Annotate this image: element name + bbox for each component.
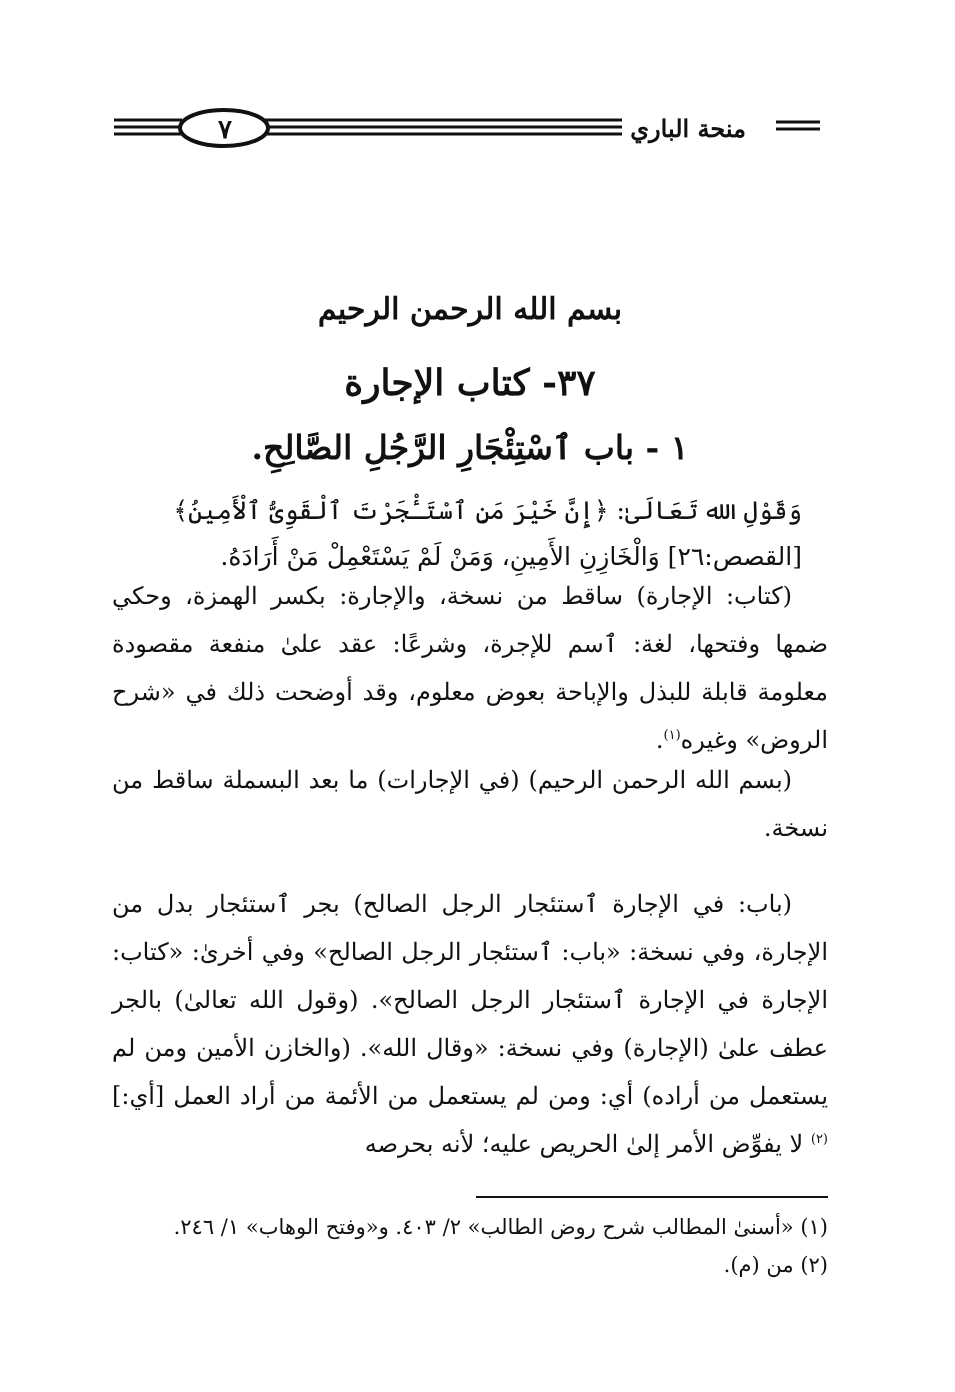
chapter-heading: ١ - باب ٱسْتِئْجَارِ الرَّجُلِ الصَّالِحِ. xyxy=(251,428,689,467)
commentary-text: لا يفوِّض الأمر إلىٰ الحريص عليه؛ لأنه بحرصه xyxy=(364,1130,811,1158)
commentary-text: (باب: في الإجارة ٱستئجار الرجل الصالح) بجر ٱستئجار بدل من الإجارة، وفي نسخة: «باب: ٱستئجار الرجل الصالح» وفي أخرىٰ: «كتاب: الإجارة في الإجارة ٱستئجار الرجل الصالح». (وقول الله تعالىٰ) بالجر عطف علىٰ (الإجارة) وفي نسخة: «وقال الله». (والخازن الأمين ومن لم يستعمل من أراده) أي: ومن لم يستعمل من الأئمة من أراد العمل [أي:] xyxy=(112,890,829,1110)
basmala: بسم الله الرحمن الرحيم xyxy=(317,292,623,327)
footnote-separator xyxy=(476,1196,828,1198)
footnote-ref: (٢) xyxy=(810,1132,828,1147)
hadith-text xyxy=(112,488,802,580)
footnote-2: (٢) من (م). xyxy=(723,1253,828,1277)
page-header xyxy=(112,100,828,160)
hadith-line-2: [القصص:٢٦] وَالْخَازِنِ الأَمِينِ، وَمَنْ لَمْ يَسْتَعْمِلْ مَنْ أَرَادَهُ. xyxy=(220,542,802,571)
commentary-paragraph-2 xyxy=(112,756,828,852)
footnotes xyxy=(112,1208,828,1284)
footnote-1: (١) «أسنىٰ المطالب شرح روض الطالب» ٢/ ٤٠٣. و«وفتح الوهاب» ١/ ٢٤٦. xyxy=(173,1215,828,1239)
hadith-line-1: وَقَوْلِ الله تَعَالَىٰ: ﴿إِنَّ خَيْرَ مَنِ ٱسْتَـْٔجَرْتَ ٱلْقَوِىُّ ٱلْأَمِينُ﴾ xyxy=(173,496,802,525)
commentary-paragraph-3 xyxy=(112,880,828,1168)
book-heading: ٣٧- كتاب الإجارة xyxy=(344,362,596,404)
page-number: ٧ xyxy=(218,115,232,145)
running-title: منحة الباري xyxy=(630,114,746,143)
footnote-ref: (١) xyxy=(663,728,681,743)
commentary-text: (كتاب: الإجارة) ساقط من نسخة، والإجارة: بكسر الهمزة، وحكي ضمها وفتحها، لغة: ٱسم للإجرة، وشرعًا: عقد علىٰ منفعة مقصودة معلومة قابلة للبذل والإباحة بعوض معلوم، وقد أوضحت ذلك في «شرح الروض» وغيره xyxy=(112,582,828,754)
commentary-paragraph-1 xyxy=(112,572,828,764)
commentary-end: . xyxy=(655,726,664,754)
commentary-text: (بسم الله الرحمن الرحيم) (في الإجارات) ما بعد البسملة ساقط من نسخة. xyxy=(112,766,828,842)
